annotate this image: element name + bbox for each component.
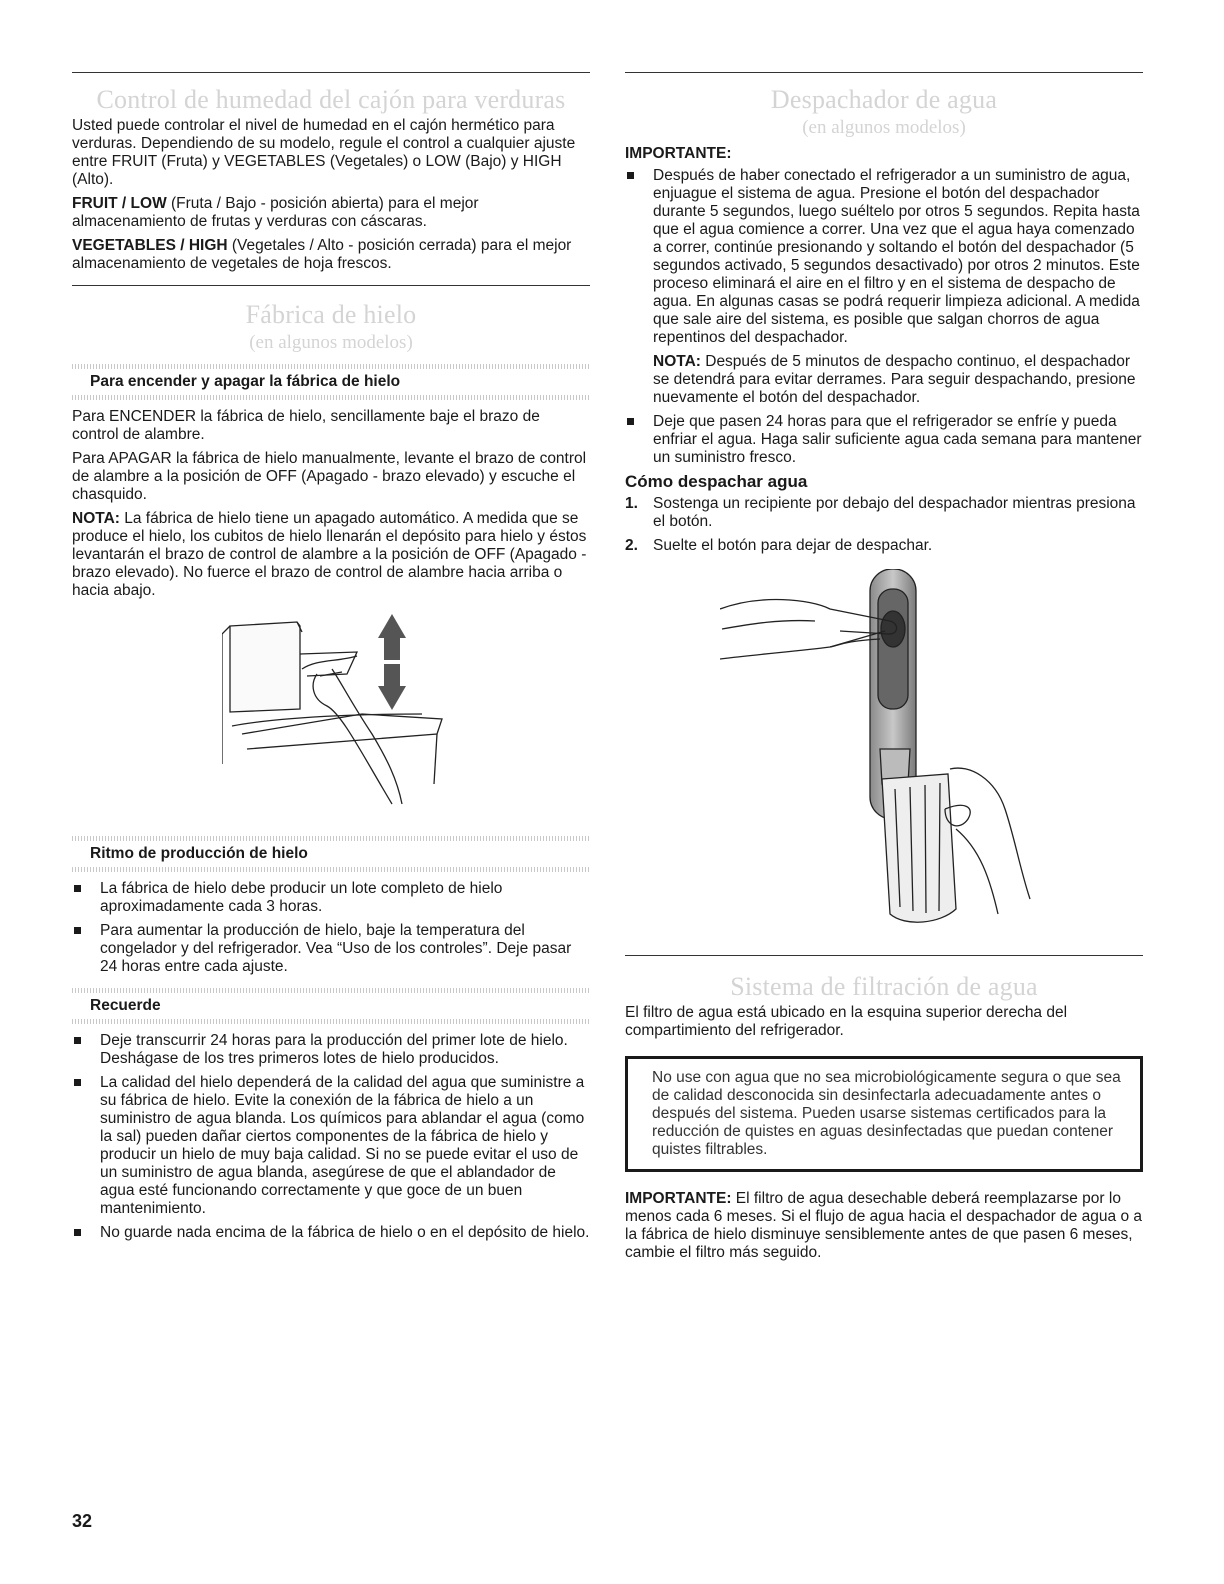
dispenser-list <box>625 167 1143 347</box>
right-column <box>625 72 1143 1268</box>
fruit-label: FRUIT / LOW <box>72 195 167 212</box>
list-item: La fábrica de hielo debe producir un lote completo de hielo aproximadamente cada 3 horas. <box>72 880 590 916</box>
dispenser-note <box>625 353 1143 407</box>
dispenser-illustration <box>720 569 1143 947</box>
on-paragraph: Para ENCENDER la fábrica de hielo, sencillamente baje el brazo de control de alambre. <box>72 408 540 443</box>
list-item: Deje que pasen 24 horas para que el refrigerador se enfríe y pueda enfriar el agua. Haga salir suficiente agua cada semana para mantener un suministro fresco. <box>625 413 1143 467</box>
important-label: IMPORTANTE: <box>625 1190 732 1207</box>
page-number: 32 <box>72 1511 93 1531</box>
vegetables-paragraph <box>72 237 590 273</box>
filter-title: Sistema de filtración de agua <box>730 972 1038 1001</box>
list-item: Para aumentar la producción de hielo, baje la temperatura del congelador y del refrigerador. Vea “Uso de los controles”. Deje pasar 24 horas entre cada ajuste. <box>72 922 590 976</box>
off-paragraph: Para APAGAR la fábrica de hielo manualmente, levante el brazo de control de alambre a la posición de OFF (Apagado - brazo elevado) y escuche el chasquido. <box>72 450 587 503</box>
note-label: NOTA: <box>653 353 701 370</box>
rate-list <box>72 880 590 976</box>
step-text: Sostenga un recipiente por debajo del despachador mientras presiona el botón. <box>653 495 1136 530</box>
section-rule <box>625 72 1143 73</box>
list-item-text: Después de haber conectado el refrigerador a un suministro de agua, enjuague el sistema de agua. Presione el botón del despachador durante 5 segundos, luego suéltelo por otros 5 segundos. Repita hasta que el agua comience a correr. Una vez que el agua haya comenzado a correr, continúe presionando y soltando el botón del despachador (5 segundos activado, 5 segundos desactivado) por otros 2 minutos. Este proceso eliminará el aire en el filtro y en el sistema de despacho de agua. En algunas casas se podrá requerir limpieza adicional. A medida que sale aire del sistema, es posible que salgan chorros de agua repentinos del despachador. <box>653 167 1140 346</box>
list-item: Deje transcurrir 24 horas para la producción del primer lote de hielo. Deshágase de los tres primeros lotes de hielo producidos. <box>72 1032 590 1068</box>
vegetables-label: VEGETABLES / HIGH <box>72 237 228 254</box>
section-rule <box>625 955 1143 956</box>
fruit-text: (Fruta / Bajo - posición abierta) para el mejor almacenamiento de frutas y verduras con cáscaras. <box>72 195 479 230</box>
step-item <box>625 537 1143 555</box>
note-text: La fábrica de hielo tiene un apagado automático. A medida que se produce el hielo, los cubitos de hielo llenarán el depósito para hielo y éstos levantarán el brazo de control de alambre a la posición de OFF (Apagado - brazo elevado). No fuerce el brazo de control de alambre hacia arriba o hacia abajo. <box>72 510 587 599</box>
icemaker-illustration <box>222 614 590 814</box>
onoff-subheading <box>72 364 590 400</box>
steps-list <box>625 495 1143 555</box>
remember-heading-text: Recuerde <box>90 997 161 1014</box>
how-to-heading: Cómo despachar agua <box>625 472 808 491</box>
important-label: IMPORTANTE: <box>625 145 732 162</box>
onoff-heading-text: Para encender y apagar la fábrica de hielo <box>90 373 401 390</box>
note-text: Después de 5 minutos de despacho continuo, el despachador se detendrá para evitar derrames. Para seguir despachando, presione nuevamente el botón del despachador. <box>653 353 1136 406</box>
left-column <box>72 72 590 1248</box>
warning-text: No use con agua que no sea microbiológicamente segura o que sea de calidad desconocida sin desinfectarla adecuadamente antes o después del sistema. Pueden usarse sistemas certificados para la reducción de quistes en aguas desinfectadas que puedan contener quistes filtrables. <box>652 1069 1121 1158</box>
warning-box <box>625 1056 1143 1172</box>
filter-intro: El filtro de agua está ubicado en la esquina superior derecha del compartimiento del refrigerador. <box>625 1004 1068 1039</box>
dispenser-subtitle: (en algunos modelos) <box>802 117 966 138</box>
important-text: El filtro de agua desechable deberá reemplazarse por lo menos cada 6 meses. Si el flujo de agua hacia el despachador de agua o a la fábrica de hielo disminuye sensiblemente antes de que pasen 6 meses, cambie el filtro más seguido. <box>625 1190 1143 1261</box>
section-rule <box>72 72 590 73</box>
fruit-paragraph <box>72 195 590 231</box>
filter-important <box>625 1190 1143 1262</box>
humidity-intro: Usted puede controlar el nivel de humedad en el cajón hermético para verduras. Dependiendo de su modelo, regule el control a cualquier ajuste entre FRUIT (Fruta) y VEGETABLES (Vegetales) o LOW (Bajo) y HIGH (Alto). <box>72 117 576 188</box>
vegetables-text: (Vegetales / Alto - posición cerrada) para el mejor almacenamiento de vegetales de hoja frescos. <box>72 237 572 272</box>
icemaker-note <box>72 510 590 600</box>
list-item: No guarde nada encima de la fábrica de hielo o en el depósito de hielo. <box>72 1224 590 1242</box>
remember-subheading <box>72 988 590 1024</box>
humidity-title: Control de humedad del cajón para verduras <box>96 85 566 114</box>
up-down-arrow-icon <box>378 614 406 710</box>
list-item: La calidad del hielo dependerá de la calidad del agua que suministre a su fábrica de hielo. Evite la conexión de la fábrica de hielo a un suministro de agua blanda. Los químicos para ablandar el agua (como la sal) pueden dañar ciertos componentes de la fábrica de hielo y producir un hielo de muy baja calidad. Si no se puede evitar el uso de un suministro de agua blanda, asegúrese de que el ablandador de agua esté funcionando correctamente y que goce de un buen mantenimiento. <box>72 1074 590 1218</box>
step-number: 1. <box>625 495 638 512</box>
step-number: 2. <box>625 537 638 554</box>
remember-list <box>72 1032 590 1242</box>
rate-heading-text: Ritmo de producción de hielo <box>90 845 308 862</box>
step-item <box>625 495 1143 531</box>
dispenser-title: Despachador de agua <box>770 85 998 114</box>
rate-subheading <box>72 836 590 872</box>
list-item <box>625 167 1143 347</box>
icemaker-title: Fábrica de hielo <box>245 300 417 329</box>
note-label: NOTA: <box>72 510 120 527</box>
icemaker-subtitle: (en algunos modelos) <box>249 332 413 353</box>
step-text: Suelte el botón para dejar de despachar. <box>653 537 933 554</box>
dispenser-list-2 <box>625 413 1143 467</box>
section-rule <box>72 285 590 286</box>
